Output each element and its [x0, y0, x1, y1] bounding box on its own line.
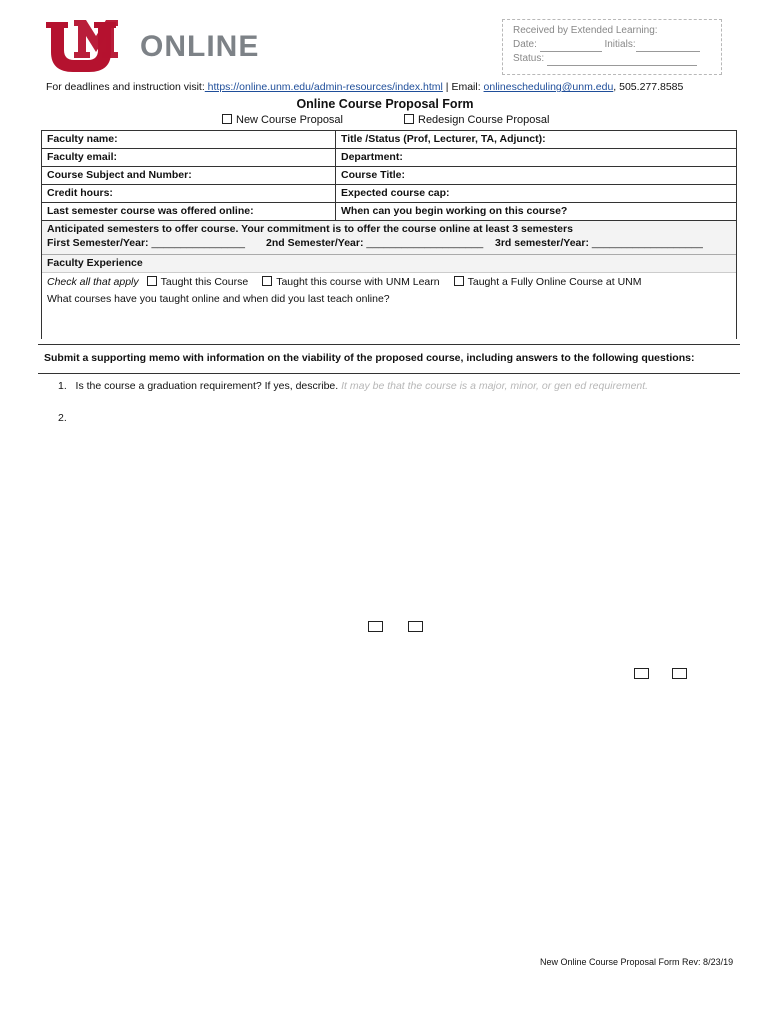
second-semester-blank: ____________________: [366, 237, 484, 249]
deadline-prefix: For deadlines and instruction visit:: [46, 81, 205, 93]
checkbox-d[interactable]: [672, 668, 687, 679]
new-course-option[interactable]: [222, 114, 343, 126]
unm-logo: [44, 18, 136, 80]
course-cap-field[interactable]: Expected course cap:: [341, 187, 450, 199]
third-semester-label: 3rd semester/Year:: [495, 237, 589, 249]
table-row: [42, 149, 736, 167]
course-title-field[interactable]: Course Title:: [341, 169, 405, 181]
initials-label: Initials:: [604, 39, 636, 50]
taught-course-checkbox[interactable]: [147, 276, 157, 286]
status-label: Status:: [513, 53, 545, 64]
redesign-course-checkbox[interactable]: [404, 114, 414, 124]
question-1-text: Is the course a graduation requirement? If yes, describe.: [75, 380, 339, 392]
received-date-row: [513, 38, 711, 52]
second-semester-label: 2nd Semester/Year:: [266, 237, 364, 249]
redesign-course-option[interactable]: [404, 114, 549, 126]
form-title: Online Course Proposal Form: [296, 97, 474, 111]
received-title: Received by Extended Learning:: [513, 25, 658, 36]
last-semester-field[interactable]: Last semester course was offered online:: [42, 203, 336, 220]
date-label: Date:: [513, 39, 537, 50]
taught-learn-label: Taught this course with UNM Learn: [276, 276, 440, 288]
status-line[interactable]: [547, 65, 697, 66]
taught-online-option[interactable]: [454, 276, 642, 288]
checkbox-b[interactable]: [408, 621, 423, 632]
table-row: [42, 185, 736, 203]
email-link[interactable]: onlinescheduling@unm.edu: [483, 81, 614, 93]
title-status-field[interactable]: Title /Status (Prof, Lecturer, TA, Adjunct):: [341, 133, 546, 145]
start-working-field[interactable]: When can you begin working on this course?: [341, 205, 568, 217]
received-status-row: [513, 52, 711, 66]
new-course-label: New Course Proposal: [236, 114, 343, 126]
third-semester-field[interactable]: [495, 237, 703, 249]
redesign-course-label: Redesign Course Proposal: [418, 114, 550, 126]
department-field[interactable]: Department:: [341, 151, 403, 163]
phone-number: , 505.277.8585: [613, 81, 684, 93]
taught-course-option[interactable]: [147, 276, 249, 288]
checkbox-a[interactable]: [368, 621, 383, 632]
admin-resources-link[interactable]: https://online.unm.edu/admin-resources/index.html: [204, 81, 443, 93]
question-1-number: 1.: [58, 380, 67, 392]
anticipated-semesters: [42, 221, 736, 255]
question-2-number: 2.: [58, 412, 67, 424]
memo-instructions: Submit a supporting memo with information on the viability of the proposed course, including answers to the following questions:: [38, 344, 740, 374]
taught-online-label: Taught a Fully Online Course at UNM: [467, 276, 642, 288]
course-info-table: [41, 130, 737, 339]
third-semester-blank: ___________________: [591, 237, 703, 249]
question-1-hint: It may be that the course is a major, minor, or gen ed requirement.: [341, 380, 649, 392]
first-semester-label: First Semester/Year:: [47, 237, 149, 249]
taught-online-checkbox[interactable]: [454, 276, 464, 286]
faculty-experience-body: [42, 273, 736, 339]
course-subject-field[interactable]: Course Subject and Number:: [42, 167, 336, 184]
question-2[interactable]: [58, 412, 67, 424]
table-row: [42, 167, 736, 185]
online-courses-question[interactable]: What courses have you taught online and when did you last teach online?: [47, 293, 390, 305]
footer-revision: New Online Course Proposal Form Rev: 8/23/19: [540, 957, 734, 967]
email-separator: | Email:: [445, 81, 481, 93]
first-semester-field[interactable]: [47, 237, 266, 249]
experience-options: [47, 276, 731, 288]
semester-row: [47, 237, 731, 249]
table-row: [42, 131, 736, 149]
faculty-email-field[interactable]: Faculty email:: [42, 149, 336, 166]
checkbox-c[interactable]: [634, 668, 649, 679]
credit-hours-field[interactable]: Credit hours:: [42, 185, 336, 202]
table-row: [42, 203, 736, 221]
new-course-checkbox[interactable]: [222, 114, 232, 124]
faculty-name-field[interactable]: Faculty name:: [42, 131, 336, 148]
faculty-experience-heading: Faculty Experience: [42, 255, 736, 273]
first-semester-blank: ________________: [151, 237, 245, 249]
second-semester-field[interactable]: [266, 237, 495, 249]
deadline-line: [46, 81, 683, 93]
taught-learn-checkbox[interactable]: [262, 276, 272, 286]
question-1[interactable]: [58, 380, 648, 392]
logo-online-text: ONLINE: [140, 30, 260, 63]
received-box: [502, 19, 722, 75]
anticipated-heading: Anticipated semesters to offer course. Your commitment is to offer the course online at least 3 semesters: [47, 223, 573, 235]
check-all-label: Check all that apply: [47, 276, 139, 288]
taught-learn-option[interactable]: [262, 276, 439, 288]
taught-course-label: Taught this Course: [160, 276, 249, 288]
